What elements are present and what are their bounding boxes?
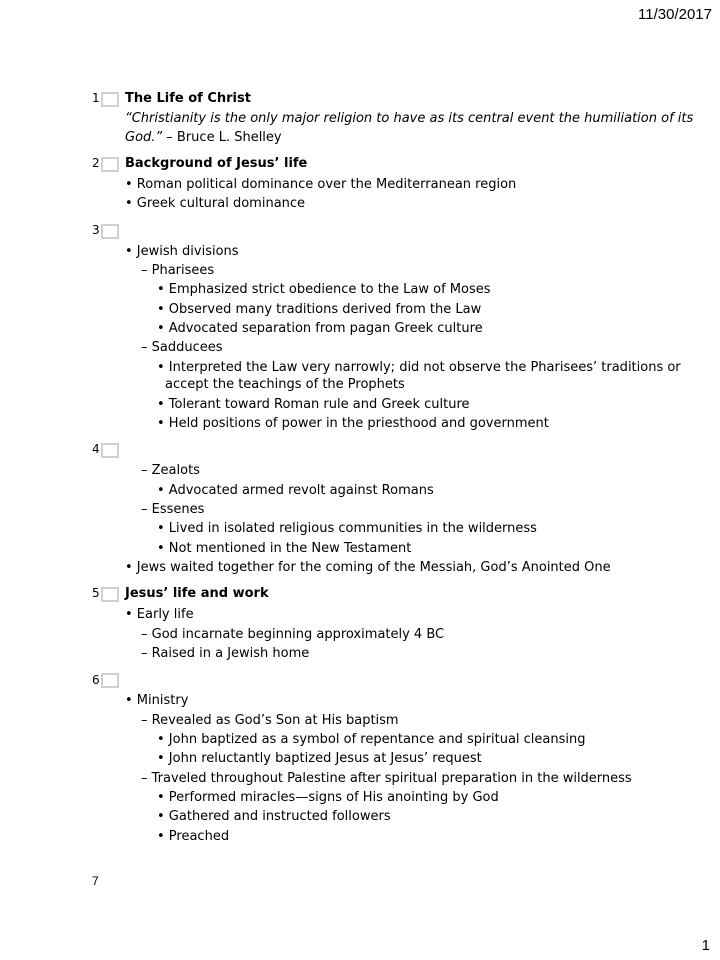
slide-thumbnail[interactable] <box>101 587 119 602</box>
slide-number: 2 <box>92 156 100 170</box>
slide-number: 6 <box>92 673 100 687</box>
sub-bullet: – God incarnate beginning approximately 4 BC <box>141 627 445 642</box>
quote-end: God.” <box>125 130 163 145</box>
slide-number: 4 <box>92 442 100 456</box>
slide-number: 5 <box>92 586 100 600</box>
sub-bullet: – Zealots <box>141 463 200 478</box>
sub-sub-bullet: • Advocated separation from pagan Greek culture <box>157 321 483 336</box>
bullet: • Ministry <box>125 693 189 708</box>
sub-sub-bullet-wrap: accept the teachings of the Prophets <box>165 377 405 392</box>
bullet: • Jewish divisions <box>125 244 239 259</box>
sub-sub-bullet: • Preached <box>157 829 230 844</box>
page-number: 1 <box>701 937 710 954</box>
quote-line: “Christianity is the only major religion to have as its central event the humiliation of its <box>125 111 694 126</box>
sub-sub-bullet: • Held positions of power in the priesthood and government <box>157 416 549 431</box>
sub-bullet: – Essenes <box>141 502 205 517</box>
bullet: • Early life <box>125 607 194 622</box>
sub-sub-bullet: • Observed many traditions derived from the Law <box>157 302 482 317</box>
sub-sub-bullet: • Performed miracles—signs of His anointing by God <box>157 790 499 805</box>
slide-thumbnail[interactable] <box>101 443 119 458</box>
bullet: • Roman political dominance over the Mediterranean region <box>125 177 517 192</box>
sub-sub-bullet: • Advocated armed revolt against Romans <box>157 483 434 498</box>
bullet: • Jews waited together for the coming of the Messiah, God’s Anointed One <box>125 560 611 575</box>
print-date: 11/30/2017 <box>638 6 712 23</box>
sub-sub-bullet: • John baptized as a symbol of repentance and spiritual cleansing <box>157 732 586 747</box>
sub-sub-bullet: • Tolerant toward Roman rule and Greek culture <box>157 397 470 412</box>
slide-thumbnail[interactable] <box>101 224 119 239</box>
bullet: • Greek cultural dominance <box>125 196 306 211</box>
sub-sub-bullet: • Lived in isolated religious communities in the wilderness <box>157 521 537 536</box>
slide-thumbnail[interactable] <box>101 92 119 107</box>
slide-number: 7 <box>92 874 99 888</box>
sub-bullet: – Revealed as God’s Son at His baptism <box>141 713 399 728</box>
quote-attribution-line <box>125 130 282 146</box>
slide-thumbnail[interactable] <box>101 157 119 172</box>
slide-title: The Life of Christ <box>125 91 251 106</box>
slide-number: 3 <box>92 223 100 237</box>
sub-sub-bullet: • Gathered and instructed followers <box>157 809 391 824</box>
sub-sub-bullet: • Interpreted the Law very narrowly; did not observe the Pharisees’ traditions or <box>157 360 681 375</box>
slide-thumbnail[interactable] <box>101 673 119 688</box>
sub-sub-bullet: • Not mentioned in the New Testament <box>157 541 412 556</box>
sub-bullet: – Traveled throughout Palestine after spiritual preparation in the wilderness <box>141 771 632 786</box>
slide-title: Background of Jesus’ life <box>125 156 308 171</box>
slide-title: Jesus’ life and work <box>125 586 269 601</box>
sub-bullet: – Pharisees <box>141 263 215 278</box>
sub-sub-bullet: • John reluctantly baptized Jesus at Jesus’ request <box>157 751 482 766</box>
slide-number: 1 <box>92 91 100 105</box>
sub-bullet: – Sadducees <box>141 340 223 355</box>
quote-attribution: – Bruce L. Shelley <box>162 130 282 145</box>
sub-bullet: – Raised in a Jewish home <box>141 646 310 661</box>
sub-sub-bullet: • Emphasized strict obedience to the Law of Moses <box>157 282 491 297</box>
